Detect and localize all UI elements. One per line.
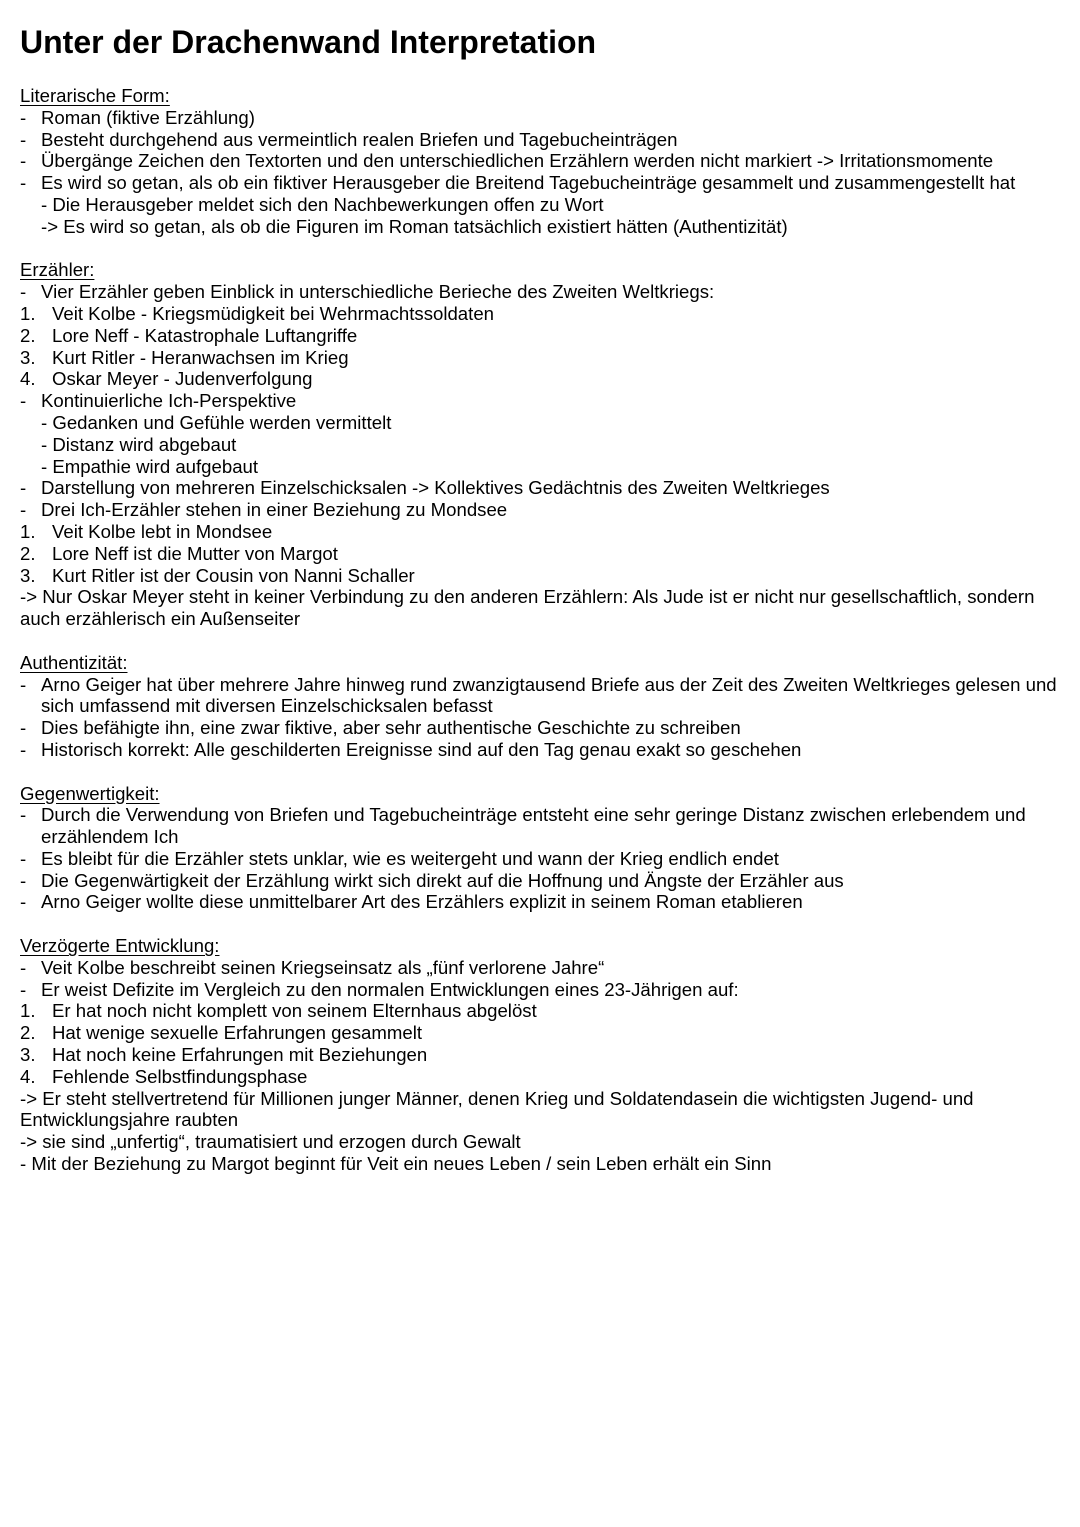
sub-item: [20, 194, 1065, 216]
page-title: Unter der Drachenwand Interpretation: [20, 24, 597, 60]
bullet-marker: -: [20, 847, 27, 869]
line-text: Lore Neff - Katastrophale Luftangriffe: [52, 324, 358, 346]
numbered-item: [20, 1044, 1065, 1066]
bullet-item: [20, 150, 1065, 172]
line-text: Fehlende Selbstfindungsphase: [52, 1065, 308, 1087]
bullet-marker: -: [20, 956, 27, 978]
list-number: 1.: [20, 1000, 36, 1022]
sub-item: [20, 216, 1065, 238]
bullet-marker: -: [20, 499, 27, 521]
list-number: 2.: [20, 1022, 36, 1044]
section-heading: Erzähler:: [20, 259, 95, 281]
line-text: Kurt Ritler ist der Cousin von Nanni Schaller: [52, 564, 415, 586]
bullet-marker: -: [20, 891, 27, 913]
numbered-item: [20, 1022, 1065, 1044]
numbered-item: [20, 325, 1065, 347]
list-number: 1.: [20, 520, 36, 542]
section: [20, 783, 1065, 914]
line-text: Durch die Verwendung von Briefen und Tagebucheinträge entsteht eine sehr geringe Distanz zwischen erlebendem und erzählendem Ich: [41, 804, 1026, 848]
bullet-item: [20, 717, 1065, 739]
list-number: 1.: [20, 302, 36, 324]
bullet-item: [20, 739, 1065, 761]
line-text: Es bleibt für die Erzähler stets unklar, wie es weitergeht und wann der Krieg endlich endet: [41, 847, 779, 869]
bullet-marker: -: [20, 673, 27, 695]
bullet-marker: -: [20, 172, 27, 194]
bullet-item: [20, 848, 1065, 870]
sub-item: [20, 434, 1065, 456]
line-text: - Distanz wird abgebaut: [41, 433, 237, 455]
text-line: [20, 1131, 1065, 1153]
line-text: Arno Geiger hat über mehrere Jahre hinweg rund zwanzigtausend Briefe aus der Zeit des Zweiten Weltkrieges gelesen und sich umfassend mit diversen Einzelschicksalen befasst: [41, 673, 1057, 717]
section: [20, 259, 1065, 630]
list-number: 3.: [20, 564, 36, 586]
line-text: Kurt Ritler - Heranwachsen im Krieg: [52, 346, 349, 368]
numbered-item: [20, 543, 1065, 565]
list-number: 2.: [20, 542, 36, 564]
numbered-item: [20, 303, 1065, 325]
bullet-marker: -: [20, 738, 27, 760]
bullet-item: [20, 979, 1065, 1001]
line-text: Arno Geiger wollte diese unmittelbarer Art des Erzählers explizit in seinem Roman etablieren: [41, 891, 803, 913]
line-text: Übergänge Zeichen den Textorten und den unterschiedlichen Erzählern werden nicht markiert -> Irritationsmomente: [41, 150, 994, 172]
document-body: [20, 85, 1065, 1175]
line-text: Lore Neff ist die Mutter von Margot: [52, 542, 338, 564]
line-text: Hat wenige sexuelle Erfahrungen gesammelt: [52, 1022, 423, 1044]
line-text: - Gedanken und Gefühle werden vermittelt: [41, 411, 392, 433]
bullet-item: [20, 107, 1065, 129]
line-text: Es wird so getan, als ob ein fiktiver Herausgeber die Breitend Tagebucheinträge gesammelt und zusammengestellt hat: [41, 172, 1016, 194]
bullet-marker: -: [20, 477, 27, 499]
bullet-item: [20, 804, 1065, 848]
line-text: Er weist Defizite im Vergleich zu den normalen Entwicklungen eines 23-Jährigen auf:: [41, 978, 739, 1000]
numbered-item: [20, 347, 1065, 369]
section-heading: Verzögerte Entwicklung:: [20, 935, 220, 957]
line-text: -> Nur Oskar Meyer steht in keiner Verbindung zu den anderen Erzählern: Als Jude ist er nicht nur gesellschaftlich, sondern auch erzählerisch ein Außenseiter: [20, 586, 1035, 630]
line-text: Besteht durchgehend aus vermeintlich realen Briefen und Tagebucheinträgen: [41, 128, 678, 150]
numbered-item: [20, 1066, 1065, 1088]
bullet-item: [20, 499, 1065, 521]
line-text: Die Gegenwärtigkeit der Erzählung wirkt sich direkt auf die Hoffnung und Ängste der Erzähler aus: [41, 869, 844, 891]
section-heading: Literarische Form:: [20, 85, 170, 106]
bullet-item: [20, 172, 1065, 194]
line-text: - Empathie wird aufgebaut: [41, 455, 259, 477]
line-text: - Mit der Beziehung zu Margot beginnt für Veit ein neues Leben / sein Leben erhält ein Sinn: [20, 1153, 772, 1175]
line-text: Hat noch keine Erfahrungen mit Beziehungen: [52, 1044, 428, 1066]
bullet-marker: -: [20, 804, 27, 826]
line-text: Er hat noch nicht komplett von seinem Elternhaus abgelöst: [52, 1000, 537, 1022]
line-text: -> Es wird so getan, als ob die Figuren im Roman tatsächlich existiert hätten (Authentizität): [41, 215, 788, 237]
text-line: [20, 586, 1065, 630]
list-number: 3.: [20, 1044, 36, 1066]
line-text: Drei Ich-Erzähler stehen in einer Beziehung zu Mondsee: [41, 499, 508, 521]
text-line: [20, 1088, 1065, 1132]
line-text: -> Er steht stellvertretend für Millionen junger Männer, denen Krieg und Soldatendasein die wichtigsten Jugend- und Entwicklungsjahre raubten: [20, 1087, 974, 1131]
bullet-marker: -: [20, 390, 27, 412]
list-number: 2.: [20, 324, 36, 346]
line-text: Vier Erzähler geben Einblick in unterschiedliche Berieche des Zweiten Weltkriegs:: [41, 281, 715, 303]
bullet-marker: -: [20, 150, 27, 172]
section: [20, 652, 1065, 761]
document-page: [20, 22, 1065, 1197]
sub-item: [20, 456, 1065, 478]
numbered-item: [20, 521, 1065, 543]
line-text: Kontinuierliche Ich-Perspektive: [41, 390, 297, 412]
list-number: 4.: [20, 1065, 36, 1087]
bullet-marker: -: [20, 106, 27, 128]
section: [20, 85, 1065, 238]
line-text: Veit Kolbe - Kriegsmüdigkeit bei Wehrmachtssoldaten: [52, 302, 495, 324]
numbered-item: [20, 1000, 1065, 1022]
bullet-item: [20, 281, 1065, 303]
bullet-marker: -: [20, 869, 27, 891]
section-heading: Authentizität:: [20, 651, 128, 673]
bullet-item: [20, 129, 1065, 151]
bullet-marker: -: [20, 717, 27, 739]
bullet-item: [20, 674, 1065, 718]
line-text: Roman (fiktive Erzählung): [41, 106, 255, 128]
line-text: - Die Herausgeber meldet sich den Nachbewerkungen offen zu Wort: [41, 193, 604, 215]
bullet-marker: -: [20, 978, 27, 1000]
list-number: 4.: [20, 368, 36, 390]
numbered-item: [20, 368, 1065, 390]
bullet-item: [20, 390, 1065, 412]
bullet-item: [20, 891, 1065, 913]
sub-item: [20, 412, 1065, 434]
section: [20, 935, 1065, 1175]
list-number: 3.: [20, 346, 36, 368]
line-text: Veit Kolbe lebt in Mondsee: [52, 520, 273, 542]
text-line: [20, 1153, 1065, 1175]
line-text: Oskar Meyer - Judenverfolgung: [52, 368, 313, 390]
numbered-item: [20, 565, 1065, 587]
section-heading: Gegenwertigkeit:: [20, 782, 160, 804]
line-text: Darstellung von mehreren Einzelschicksalen -> Kollektives Gedächtnis des Zweiten Weltkrieges: [41, 477, 830, 499]
bullet-item: [20, 477, 1065, 499]
bullet-marker: -: [20, 281, 27, 303]
line-text: Dies befähigte ihn, eine zwar fiktive, aber sehr authentische Geschichte zu schreiben: [41, 717, 741, 739]
line-text: -> sie sind „unfertig“, traumatisiert und erzogen durch Gewalt: [20, 1131, 521, 1153]
bullet-marker: -: [20, 128, 27, 150]
bullet-item: [20, 870, 1065, 892]
line-text: Historisch korrekt: Alle geschilderten Ereignisse sind auf den Tag genau exakt so geschehen: [41, 738, 802, 760]
bullet-item: [20, 957, 1065, 979]
line-text: Veit Kolbe beschreibt seinen Kriegseinsatz als „fünf verlorene Jahre“: [41, 956, 605, 978]
